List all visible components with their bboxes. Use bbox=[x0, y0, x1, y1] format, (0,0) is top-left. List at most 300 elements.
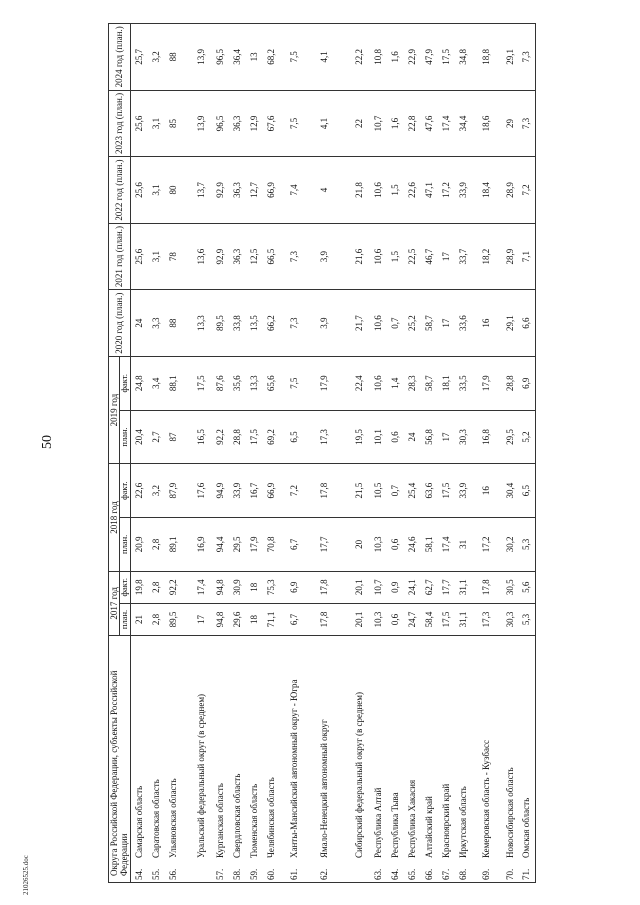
value-cell: 88,1 bbox=[164, 356, 181, 410]
value-cell: 30,3 bbox=[501, 603, 518, 635]
region-name: Республика Хакасия bbox=[406, 779, 417, 858]
value-cell: 96,5 bbox=[211, 90, 228, 157]
row-number: 59. bbox=[248, 868, 259, 880]
row-number: 60. bbox=[265, 868, 276, 880]
value-cell: 22,2 bbox=[339, 24, 369, 91]
value-cell: 1,5 bbox=[386, 157, 403, 224]
year-2020-header: 2020 год (план.) bbox=[109, 290, 131, 357]
region-name-cell bbox=[471, 636, 501, 883]
value-cell: 7,4 bbox=[279, 157, 309, 224]
value-cell: 29,5 bbox=[501, 410, 518, 464]
value-cell: 22,5 bbox=[403, 223, 420, 290]
value-cell: 24,7 bbox=[403, 603, 420, 635]
value-cell: 17 bbox=[437, 223, 454, 290]
table-row bbox=[309, 24, 339, 883]
table-row bbox=[228, 24, 245, 883]
value-cell: 28,8 bbox=[501, 356, 518, 410]
value-cell: 7,5 bbox=[279, 90, 309, 157]
region-name-cell bbox=[454, 636, 471, 883]
value-cell: 17,9 bbox=[245, 517, 262, 571]
row-number: 70. bbox=[504, 868, 515, 880]
region-name: Омская область bbox=[521, 797, 532, 858]
plan-2018-header: план. bbox=[120, 517, 131, 571]
table-row bbox=[501, 24, 518, 883]
value-cell: 33,9 bbox=[228, 464, 245, 518]
value-cell: 46,7 bbox=[420, 223, 437, 290]
value-cell: 7,2 bbox=[279, 464, 309, 518]
value-cell: 24 bbox=[130, 290, 147, 357]
value-cell: 7,3 bbox=[518, 90, 535, 157]
region-name-cell bbox=[403, 636, 420, 883]
table-row bbox=[147, 24, 164, 883]
value-cell: 25,4 bbox=[403, 464, 420, 518]
value-cell: 10,5 bbox=[369, 464, 386, 518]
value-cell: 24,1 bbox=[403, 571, 420, 603]
value-cell: 4,1 bbox=[309, 24, 339, 91]
value-cell: 94,4 bbox=[211, 517, 228, 571]
value-cell: 18,6 bbox=[471, 90, 501, 157]
value-cell: 22,6 bbox=[403, 157, 420, 224]
value-cell: 94,8 bbox=[211, 571, 228, 603]
value-cell: 33,9 bbox=[454, 464, 471, 518]
table-row bbox=[211, 24, 228, 883]
value-cell: 31,1 bbox=[454, 603, 471, 635]
region-name: Иркутская область bbox=[457, 786, 468, 858]
plan-2017-header: план. bbox=[120, 603, 131, 635]
value-cell: 87,6 bbox=[211, 356, 228, 410]
value-cell: 6,6 bbox=[518, 290, 535, 357]
region-name: Республика Тыва bbox=[389, 792, 400, 858]
value-cell: 17,8 bbox=[309, 571, 339, 603]
value-cell: 30,9 bbox=[228, 571, 245, 603]
value-cell: 29,1 bbox=[501, 24, 518, 91]
value-cell: 10,1 bbox=[369, 410, 386, 464]
value-cell: 24,8 bbox=[130, 356, 147, 410]
value-cell: 10,6 bbox=[369, 290, 386, 357]
row-number: 62. bbox=[319, 868, 330, 880]
value-cell: 31 bbox=[454, 517, 471, 571]
value-cell: 33,6 bbox=[454, 290, 471, 357]
value-cell: 6,5 bbox=[279, 410, 309, 464]
value-cell: 13 bbox=[245, 24, 262, 91]
table-row bbox=[403, 24, 420, 883]
value-cell: 13,9 bbox=[181, 24, 211, 91]
value-cell: 17,8 bbox=[471, 571, 501, 603]
value-cell: 5,6 bbox=[518, 571, 535, 603]
value-cell: 71,1 bbox=[262, 603, 279, 635]
table-row bbox=[164, 24, 181, 883]
value-cell: 10,6 bbox=[369, 157, 386, 224]
value-cell: 22,6 bbox=[130, 464, 147, 518]
table-row bbox=[245, 24, 262, 883]
value-cell: 80 bbox=[164, 157, 181, 224]
value-cell: 20,4 bbox=[130, 410, 147, 464]
table-row bbox=[130, 24, 147, 883]
value-cell: 75,3 bbox=[262, 571, 279, 603]
value-cell: 21,6 bbox=[339, 223, 369, 290]
region-name-cell bbox=[245, 636, 262, 883]
rotated-table-container bbox=[108, 23, 618, 883]
value-cell: 94,8 bbox=[211, 603, 228, 635]
value-cell: 13,9 bbox=[181, 90, 211, 157]
region-name: Ханты-Мансийский автономный округ - Югра bbox=[289, 679, 300, 858]
value-cell: 12,7 bbox=[245, 157, 262, 224]
value-cell: 24,6 bbox=[403, 517, 420, 571]
table-row bbox=[518, 24, 535, 883]
value-cell: 29,5 bbox=[228, 517, 245, 571]
value-cell: 92,2 bbox=[164, 571, 181, 603]
value-cell: 0,6 bbox=[386, 410, 403, 464]
row-number: 69. bbox=[481, 868, 492, 880]
region-name-cell bbox=[147, 636, 164, 883]
value-cell: 36,4 bbox=[228, 24, 245, 91]
value-cell: 22,8 bbox=[403, 90, 420, 157]
value-cell: 17,2 bbox=[437, 157, 454, 224]
value-cell: 1,6 bbox=[386, 90, 403, 157]
value-cell: 24 bbox=[403, 410, 420, 464]
table-row bbox=[386, 24, 403, 883]
value-cell: 3,9 bbox=[309, 290, 339, 357]
region-name: Ульяновская область bbox=[167, 778, 178, 858]
value-cell: 17,8 bbox=[309, 464, 339, 518]
value-cell: 89,5 bbox=[211, 290, 228, 357]
value-cell: 16,8 bbox=[471, 410, 501, 464]
year-2018-header: 2018 год bbox=[109, 464, 120, 571]
region-name-cell bbox=[279, 636, 309, 883]
value-cell: 29,1 bbox=[501, 290, 518, 357]
region-name: Уральский федеральный округ (в среднем) bbox=[195, 693, 206, 858]
region-name: Саратовская область bbox=[150, 779, 161, 858]
value-cell: 70,8 bbox=[262, 517, 279, 571]
value-cell: 25,7 bbox=[130, 24, 147, 91]
value-cell: 3,2 bbox=[147, 464, 164, 518]
region-name-cell bbox=[211, 636, 228, 883]
region-name: Челябинская область bbox=[265, 777, 276, 858]
value-cell: 66,9 bbox=[262, 157, 279, 224]
value-cell: 20,1 bbox=[339, 571, 369, 603]
value-cell: 10,3 bbox=[369, 603, 386, 635]
value-cell: 17,4 bbox=[437, 90, 454, 157]
value-cell: 30,2 bbox=[501, 517, 518, 571]
year-2017-header: 2017 год bbox=[109, 571, 120, 635]
region-name: Ямало-Ненецкий автономный округ bbox=[319, 719, 330, 858]
regional-data-table bbox=[108, 23, 536, 883]
value-cell: 58,7 bbox=[420, 356, 437, 410]
value-cell: 3,1 bbox=[147, 157, 164, 224]
region-name: Самарская область bbox=[133, 785, 144, 858]
value-cell: 20,9 bbox=[130, 517, 147, 571]
table-row bbox=[339, 24, 369, 883]
value-cell: 13,3 bbox=[181, 290, 211, 357]
region-name-cell bbox=[518, 636, 535, 883]
value-cell: 12,9 bbox=[245, 90, 262, 157]
value-cell: 88 bbox=[164, 290, 181, 357]
value-cell: 7,3 bbox=[518, 24, 535, 91]
region-name-cell bbox=[262, 636, 279, 883]
value-cell: 87,9 bbox=[164, 464, 181, 518]
value-cell: 66,2 bbox=[262, 290, 279, 357]
row-number: 55. bbox=[150, 868, 161, 880]
value-cell: 92,2 bbox=[211, 410, 228, 464]
value-cell: 13,3 bbox=[245, 356, 262, 410]
value-cell: 30,4 bbox=[501, 464, 518, 518]
region-name: Свердловская область bbox=[231, 773, 242, 858]
value-cell: 3,2 bbox=[147, 24, 164, 91]
region-name-cell bbox=[501, 636, 518, 883]
value-cell: 25,2 bbox=[403, 290, 420, 357]
value-cell: 16,7 bbox=[245, 464, 262, 518]
value-cell: 33,8 bbox=[228, 290, 245, 357]
value-cell: 10,8 bbox=[369, 24, 386, 91]
fact-2019-header: факт. bbox=[120, 356, 131, 410]
value-cell: 1,6 bbox=[386, 24, 403, 91]
value-cell: 28,3 bbox=[403, 356, 420, 410]
value-cell: 16 bbox=[471, 290, 501, 357]
value-cell: 69,2 bbox=[262, 410, 279, 464]
value-cell: 0,6 bbox=[386, 517, 403, 571]
value-cell: 35,6 bbox=[228, 356, 245, 410]
value-cell: 17,7 bbox=[437, 571, 454, 603]
value-cell: 58,1 bbox=[420, 517, 437, 571]
plan-2019-header: план. bbox=[120, 410, 131, 464]
value-cell: 17 bbox=[437, 290, 454, 357]
table-row bbox=[262, 24, 279, 883]
year-2023-header: 2023 год (план.) bbox=[109, 90, 131, 157]
value-cell: 28,9 bbox=[501, 223, 518, 290]
region-name: Курганская область bbox=[214, 783, 225, 858]
value-cell: 33,5 bbox=[454, 356, 471, 410]
table-row bbox=[279, 24, 309, 883]
value-cell: 7,5 bbox=[279, 24, 309, 91]
value-cell: 21,5 bbox=[339, 464, 369, 518]
value-cell: 67,6 bbox=[262, 90, 279, 157]
value-cell: 18,4 bbox=[471, 157, 501, 224]
value-cell: 10,6 bbox=[369, 356, 386, 410]
value-cell: 17,9 bbox=[309, 356, 339, 410]
table-row bbox=[437, 24, 454, 883]
value-cell: 18,2 bbox=[471, 223, 501, 290]
value-cell: 47,1 bbox=[420, 157, 437, 224]
value-cell: 36,3 bbox=[228, 223, 245, 290]
value-cell: 19,8 bbox=[130, 571, 147, 603]
value-cell: 7,3 bbox=[279, 223, 309, 290]
file-name: 21026525.doc bbox=[22, 855, 30, 895]
value-cell: 17,7 bbox=[309, 517, 339, 571]
value-cell: 2,7 bbox=[147, 410, 164, 464]
value-cell: 17,4 bbox=[181, 571, 211, 603]
value-cell: 87 bbox=[164, 410, 181, 464]
value-cell: 22,9 bbox=[403, 24, 420, 91]
row-number: 71. bbox=[521, 868, 532, 880]
value-cell: 29 bbox=[501, 90, 518, 157]
value-cell: 22 bbox=[339, 90, 369, 157]
value-cell: 21 bbox=[130, 603, 147, 635]
value-cell: 13,7 bbox=[181, 157, 211, 224]
region-name-cell bbox=[386, 636, 403, 883]
value-cell: 6,7 bbox=[279, 517, 309, 571]
value-cell: 17,5 bbox=[181, 356, 211, 410]
region-name: Сибирский федеральный округ (в среднем) bbox=[353, 692, 364, 858]
year-2024-header: 2024 год (план.) bbox=[109, 24, 131, 91]
value-cell: 7,2 bbox=[518, 157, 535, 224]
fact-2018-header: факт. bbox=[120, 464, 131, 518]
row-number: 65. bbox=[406, 868, 417, 880]
row-number: 57. bbox=[214, 868, 225, 880]
row-number: 63. bbox=[372, 868, 383, 880]
value-cell: 17,3 bbox=[309, 410, 339, 464]
value-cell: 6,7 bbox=[279, 603, 309, 635]
row-number: 68. bbox=[457, 868, 468, 880]
region-name-cell bbox=[164, 636, 181, 883]
value-cell: 92,9 bbox=[211, 223, 228, 290]
row-number: 56. bbox=[167, 868, 178, 880]
value-cell: 85 bbox=[164, 90, 181, 157]
value-cell: 47,9 bbox=[420, 24, 437, 91]
value-cell: 16,9 bbox=[181, 517, 211, 571]
value-cell: 6,5 bbox=[518, 464, 535, 518]
value-cell: 19,5 bbox=[339, 410, 369, 464]
value-cell: 4,1 bbox=[309, 90, 339, 157]
value-cell: 5,2 bbox=[518, 410, 535, 464]
value-cell: 63,6 bbox=[420, 464, 437, 518]
value-cell: 0,9 bbox=[386, 571, 403, 603]
region-name-cell bbox=[339, 636, 369, 883]
value-cell: 47,6 bbox=[420, 90, 437, 157]
value-cell: 17,5 bbox=[437, 464, 454, 518]
value-cell: 20 bbox=[339, 517, 369, 571]
value-cell: 78 bbox=[164, 223, 181, 290]
value-cell: 31,1 bbox=[454, 571, 471, 603]
value-cell: 10,3 bbox=[369, 517, 386, 571]
value-cell: 58,7 bbox=[420, 290, 437, 357]
value-cell: 88 bbox=[164, 24, 181, 91]
value-cell: 13,5 bbox=[245, 290, 262, 357]
region-name: Кемеровская область - Кузбасс bbox=[481, 740, 492, 858]
value-cell: 22,4 bbox=[339, 356, 369, 410]
value-cell: 21,8 bbox=[339, 157, 369, 224]
value-cell: 92,9 bbox=[211, 157, 228, 224]
value-cell: 10,6 bbox=[369, 223, 386, 290]
region-name-cell bbox=[420, 636, 437, 883]
value-cell: 29,6 bbox=[228, 603, 245, 635]
row-number: 54. bbox=[133, 868, 144, 880]
value-cell: 34,4 bbox=[454, 90, 471, 157]
value-cell: 17,5 bbox=[437, 24, 454, 91]
value-cell: 17 bbox=[181, 603, 211, 635]
value-cell: 17,6 bbox=[181, 464, 211, 518]
table-row bbox=[181, 24, 211, 883]
value-cell: 30,5 bbox=[501, 571, 518, 603]
value-cell: 36,3 bbox=[228, 90, 245, 157]
table-body bbox=[130, 24, 535, 883]
value-cell: 7,3 bbox=[279, 290, 309, 357]
value-cell: 2,8 bbox=[147, 571, 164, 603]
value-cell: 34,8 bbox=[454, 24, 471, 91]
value-cell: 28,8 bbox=[228, 410, 245, 464]
value-cell: 30,3 bbox=[454, 410, 471, 464]
value-cell: 17 bbox=[437, 410, 454, 464]
value-cell: 4 bbox=[309, 157, 339, 224]
value-cell: 3,4 bbox=[147, 356, 164, 410]
value-cell: 96,5 bbox=[211, 24, 228, 91]
value-cell: 25,6 bbox=[130, 90, 147, 157]
value-cell: 5,3 bbox=[518, 517, 535, 571]
value-cell: 89,1 bbox=[164, 517, 181, 571]
value-cell: 36,3 bbox=[228, 157, 245, 224]
table-row bbox=[454, 24, 471, 883]
value-cell: 17,4 bbox=[437, 517, 454, 571]
region-name-cell bbox=[130, 636, 147, 883]
value-cell: 13,6 bbox=[181, 223, 211, 290]
value-cell: 33,7 bbox=[454, 223, 471, 290]
value-cell: 7,5 bbox=[279, 356, 309, 410]
value-cell: 58,4 bbox=[420, 603, 437, 635]
value-cell: 0,6 bbox=[386, 603, 403, 635]
value-cell: 18 bbox=[245, 571, 262, 603]
row-number: 58. bbox=[231, 868, 242, 880]
region-column-header: Округа Российской Федерации, субъекты Российской Федерации bbox=[109, 636, 131, 883]
region-name: Тюменская область bbox=[248, 783, 259, 858]
year-2019-header: 2019 год bbox=[109, 356, 120, 463]
year-2021-header: 2021 год (план.) bbox=[109, 223, 131, 290]
value-cell: 18,8 bbox=[471, 24, 501, 91]
value-cell: 66,5 bbox=[262, 223, 279, 290]
value-cell: 6,9 bbox=[279, 571, 309, 603]
value-cell: 28,9 bbox=[501, 157, 518, 224]
value-cell: 2,8 bbox=[147, 603, 164, 635]
value-cell: 17,9 bbox=[471, 356, 501, 410]
value-cell: 7,1 bbox=[518, 223, 535, 290]
value-cell: 17,8 bbox=[309, 603, 339, 635]
row-number: 61. bbox=[289, 868, 300, 880]
year-2022-header: 2022 год (план.) bbox=[109, 157, 131, 224]
page-number: 50 bbox=[40, 435, 55, 449]
row-number: 66. bbox=[423, 868, 434, 880]
value-cell: 5,3 bbox=[518, 603, 535, 635]
value-cell: 12,5 bbox=[245, 223, 262, 290]
region-name: Новосибирская область bbox=[504, 767, 515, 858]
value-cell: 66,9 bbox=[262, 464, 279, 518]
value-cell: 3,9 bbox=[309, 223, 339, 290]
region-name-cell bbox=[228, 636, 245, 883]
value-cell: 6,9 bbox=[518, 356, 535, 410]
value-cell: 16 bbox=[471, 464, 501, 518]
region-name-cell bbox=[309, 636, 339, 883]
value-cell: 3,1 bbox=[147, 223, 164, 290]
value-cell: 18,1 bbox=[437, 356, 454, 410]
value-cell: 20,1 bbox=[339, 603, 369, 635]
table-row bbox=[369, 24, 386, 883]
region-name-cell bbox=[181, 636, 211, 883]
row-number: 64. bbox=[389, 868, 400, 880]
region-name-cell bbox=[369, 636, 386, 883]
value-cell: 56,8 bbox=[420, 410, 437, 464]
value-cell: 17,5 bbox=[437, 603, 454, 635]
value-cell: 65,6 bbox=[262, 356, 279, 410]
region-name: Алтайский край bbox=[423, 796, 434, 858]
value-cell: 3,1 bbox=[147, 90, 164, 157]
region-name: Республика Алтай bbox=[372, 787, 383, 858]
value-cell: 68,2 bbox=[262, 24, 279, 91]
value-cell: 25,6 bbox=[130, 223, 147, 290]
value-cell: 89,5 bbox=[164, 603, 181, 635]
table-row bbox=[471, 24, 501, 883]
value-cell: 17,3 bbox=[471, 603, 501, 635]
value-cell: 1,5 bbox=[386, 223, 403, 290]
row-number: 67. bbox=[440, 868, 451, 880]
fact-2017-header: факт. bbox=[120, 571, 131, 603]
value-cell: 0,7 bbox=[386, 464, 403, 518]
